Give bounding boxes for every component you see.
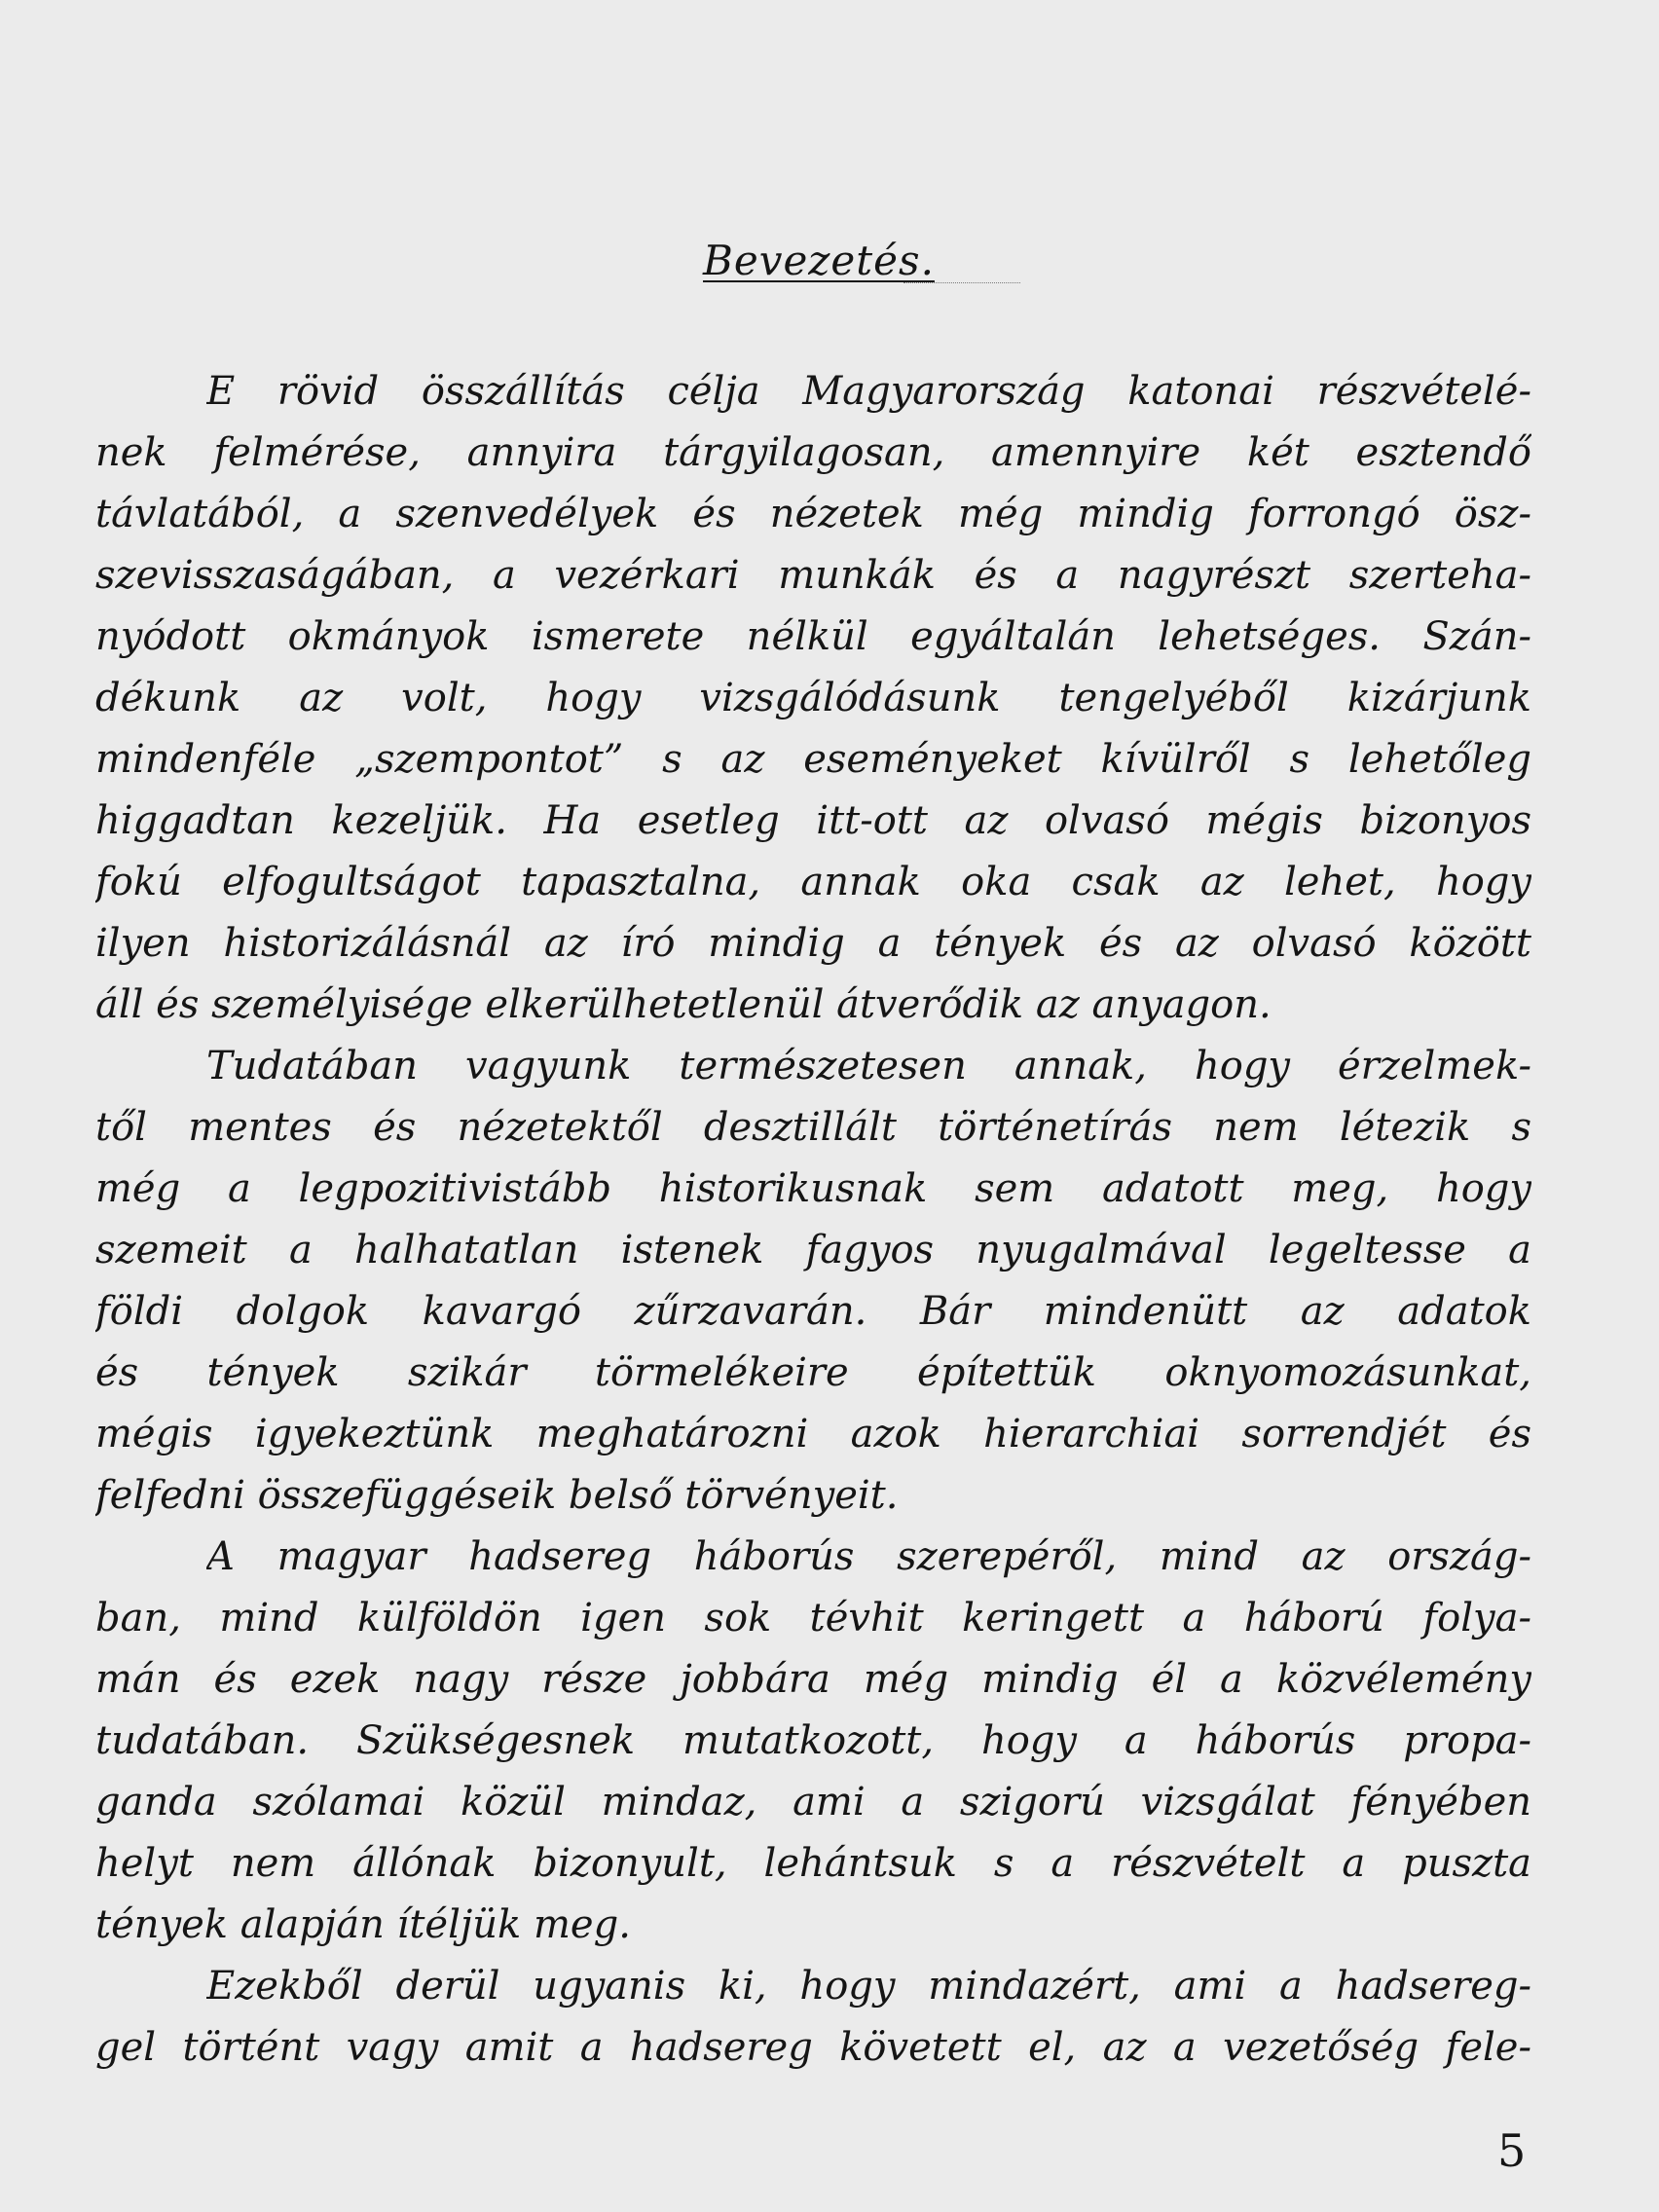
text-line: távlatából, a szenvedélyek és nézetek még mindig forrongó ösz- bbox=[95, 492, 1531, 536]
text-line: ganda szólamai közül mindaz, ami a szigorú vizsgálat fényében bbox=[95, 1780, 1531, 1825]
text-line: tudatában. Szükségesnek mutatkozott, hogy a háborús propa- bbox=[95, 1718, 1531, 1763]
page-title: Bevezetés. bbox=[703, 237, 935, 284]
text-line: áll és személyisége elkerülhetetlenül átverődik az anyagon. bbox=[95, 982, 1272, 1027]
text-line: Ezekből derül ugyanis ki, hogy mindazért, ami a hadsereg- bbox=[206, 1964, 1531, 2009]
text-line: helyt nem állónak bizonyult, lehántsuk s a részvételt a puszta bbox=[95, 1841, 1531, 1886]
text-line: és tények szikár törmelékeire építettük oknyomozásunkat, bbox=[95, 1350, 1531, 1395]
page-number: 5 bbox=[1497, 2124, 1527, 2177]
text-line: mindenféle „szempontot” s az eseményeket kívülről s lehetőleg bbox=[95, 737, 1531, 782]
text-line: nek felmérése, annyira tárgyilagosan, amennyire két esztendő bbox=[95, 430, 1531, 475]
text-line: tények alapján ítéljük meg. bbox=[95, 1902, 631, 1947]
text-line: mégis igyekeztünk meghatározni azok hierarchiai sorrendjét és bbox=[95, 1412, 1531, 1456]
title-underline-rule bbox=[903, 282, 1020, 283]
text-line: nyódott okmányok ismerete nélkül egyáltalán lehetséges. Szán- bbox=[95, 614, 1531, 659]
text-line: A magyar hadsereg háborús szerepéről, mind az ország- bbox=[206, 1534, 1531, 1579]
text-line: szevisszaságában, a vezérkari munkák és a nagyrészt szerteha- bbox=[95, 553, 1531, 598]
text-line: még a legpozitivistább historikusnak sem adatott meg, hogy bbox=[95, 1166, 1531, 1211]
text-line: földi dolgok kavargó zűrzavarán. Bár mindenütt az adatok bbox=[95, 1289, 1531, 1334]
text-line: Tudatában vagyunk természetesen annak, hogy érzelmek- bbox=[206, 1044, 1531, 1088]
text-line: től mentes és nézetektől desztillált történetírás nem létezik s bbox=[95, 1105, 1531, 1150]
text-line: E rövid összállítás célja Magyarország katonai részvételé- bbox=[206, 369, 1531, 414]
text-line: higgadtan kezeljük. Ha esetleg itt-ott az olvasó mégis bizonyos bbox=[95, 798, 1531, 843]
text-line: szemeit a halhatatlan istenek fagyos nyugalmával legeltesse a bbox=[95, 1228, 1531, 1272]
text-line: fokú elfogultságot tapasztalna, annak oka csak az lehet, hogy bbox=[95, 860, 1531, 904]
text-line: ban, mind külföldön igen sok tévhit keringett a háború folya- bbox=[95, 1596, 1531, 1641]
text-line: felfedni összefüggéseik belső törvényeit. bbox=[95, 1473, 899, 1518]
text-line: gel történt vagy amit a hadsereg követett el, az a vezetőség fele- bbox=[95, 2025, 1531, 2070]
text-line: ilyen historizálásnál az író mindig a tények és az olvasó között bbox=[95, 921, 1531, 966]
text-line: dékunk az volt, hogy vizsgálódásunk tengelyéből kizárjunk bbox=[95, 676, 1531, 720]
text-line: mán és ezek nagy része jobbára még mindig él a közvélemény bbox=[95, 1657, 1531, 1702]
